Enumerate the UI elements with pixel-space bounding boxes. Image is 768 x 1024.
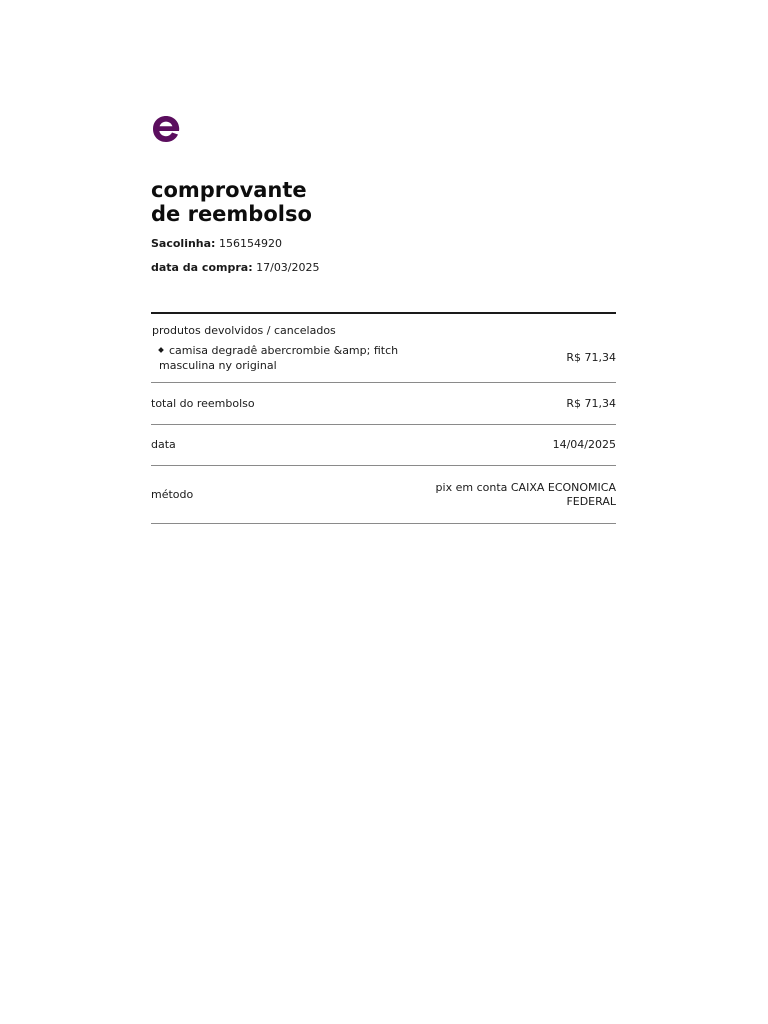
bullet-icon bbox=[158, 347, 164, 353]
title-line-1: comprovante bbox=[151, 178, 307, 202]
refund-method-label: método bbox=[151, 487, 194, 501]
product-price: R$ 71,34 bbox=[566, 351, 616, 364]
refund-method-value: pix em conta CAIXA ECONOMICA FEDERAL bbox=[435, 480, 616, 508]
title-line-2: de reembolso bbox=[151, 202, 312, 226]
brand-logo-icon bbox=[151, 112, 181, 148]
products-section-label: produtos devolvidos / cancelados bbox=[152, 324, 336, 337]
refund-receipt bbox=[151, 112, 616, 524]
purchase-date-row bbox=[151, 261, 616, 275]
refund-date-row bbox=[151, 425, 616, 466]
sacolinha-label: Sacolinha: bbox=[151, 237, 216, 250]
refund-table bbox=[151, 312, 616, 524]
sacolinha-value: 156154920 bbox=[218, 237, 282, 250]
purchase-date-value: 17/03/2025 bbox=[256, 261, 320, 274]
refund-total-value: R$ 71,34 bbox=[566, 396, 616, 410]
product-row bbox=[151, 338, 616, 383]
product-name-cell bbox=[151, 343, 409, 373]
purchase-date-label: data da compra: bbox=[151, 261, 253, 274]
sacolinha-row bbox=[151, 237, 616, 251]
refund-total-label: total do reembolso bbox=[151, 396, 255, 410]
page-title bbox=[151, 178, 616, 226]
refund-method-row bbox=[151, 466, 616, 524]
product-name: camisa degradê abercrombie &amp; fitch masculina ny original bbox=[159, 344, 399, 372]
refund-date-value: 14/04/2025 bbox=[552, 438, 616, 451]
refund-total-row bbox=[151, 383, 616, 425]
refund-date-label: data bbox=[151, 438, 176, 451]
